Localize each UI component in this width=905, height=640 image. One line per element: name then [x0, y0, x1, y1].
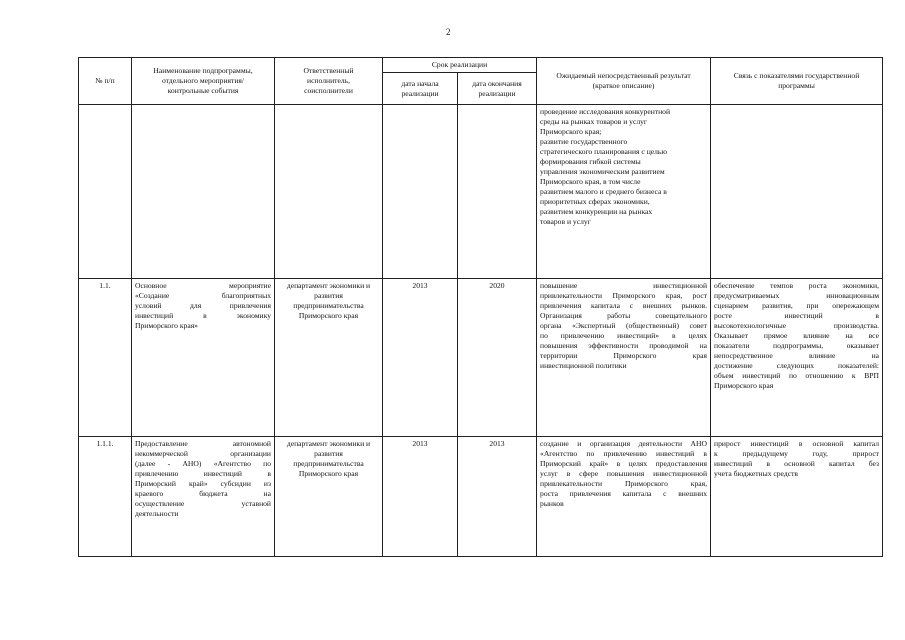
row-num: 1.1.1. [79, 437, 132, 557]
row-end [458, 105, 537, 279]
row-end: 2013 [458, 437, 537, 557]
header-term-group: Срок реализации [383, 58, 537, 73]
header-name: Наименование подпрограммы, отдельного мероприятия/ контрольные события [132, 58, 275, 105]
row-responsible: департамент экономики и развития предпринимательства Приморского края [275, 279, 383, 437]
header-link: Связь с показателями государственной программы [711, 58, 883, 105]
row-num: 1.1. [79, 279, 132, 437]
row-num [79, 105, 132, 279]
header-result: Ожидаемый непосредственный результат (краткое описание) [537, 58, 711, 105]
row-name: Предоставление автономной некоммерческой организации (далее - АНО) «Агентство по привлечению инвестиций в Приморский край» субсидии из краевого бюджета на осуществление уставной деятельности [132, 437, 275, 557]
row-link: прирост инвестиций в основной капитал к предыдущему году, прирост инвестиций в основной капитал без учета бюджетных средств [711, 437, 883, 557]
row-result: проведение исследования конкурентной среды на рынках товаров и услуг Приморского края; развитие государственного стратегического планирования с целью формирования гибкой системы управления экономическим развитием Приморского края, в том числе развитием малого и среднего бизнеса в приоритетных сферах экономики, развитием конкуренции на рынках товаров и услуг [537, 105, 711, 279]
header-num: № п/п [79, 58, 132, 105]
row-responsible [275, 105, 383, 279]
program-table [78, 57, 883, 557]
table-row [79, 437, 883, 557]
row-responsible: департамент экономики и развития предпринимательства Приморского края [275, 437, 383, 557]
table-row [79, 105, 883, 279]
row-link [711, 105, 883, 279]
row-link: обеспечение темпов роста экономики, предусматриваемых инновационным сценарием развития, при опережающем росте инвестиций в высокотехнологичные производства. Оказывает прямое влияние на все показатели подпрограммы, оказывает непосредственное влияние на достижение следующих показателей: объем инвестиций по отношению к ВРП Приморского края [711, 279, 883, 437]
header-term-start: дата начала реализации [383, 73, 458, 105]
row-end: 2020 [458, 279, 537, 437]
header-term-end: дата окончания реализации [458, 73, 537, 105]
row-start: 2013 [383, 279, 458, 437]
header-responsible: Ответственный исполнитель, соисполнители [275, 58, 383, 105]
row-start: 2013 [383, 437, 458, 557]
row-name [132, 105, 275, 279]
table-row [79, 279, 883, 437]
row-name: Основное мероприятие «Создание благоприятных условий для привлечения инвестиций в экономику Приморского края» [132, 279, 275, 437]
table-header [79, 58, 883, 105]
row-start [383, 105, 458, 279]
row-result: повышение инвестиционной привлекательности Приморского края, рост привлечения капитала с внешних рынков. Организация работы совещательного органа «Экспертный (общественный) совет по привлечению инвестиций» в целях повышения эффективности проводимой на территории Приморского края инвестиционной политики [537, 279, 711, 437]
row-result: создание и организация деятельности АНО «Агентство по привлечению инвестиций в Приморский край» в целях предоставления услуг в сфере повышения инвестиционной привлекательности Приморского края, роста привлечения капитала с внешних рынков [537, 437, 711, 557]
page-number: 2 [446, 27, 451, 37]
